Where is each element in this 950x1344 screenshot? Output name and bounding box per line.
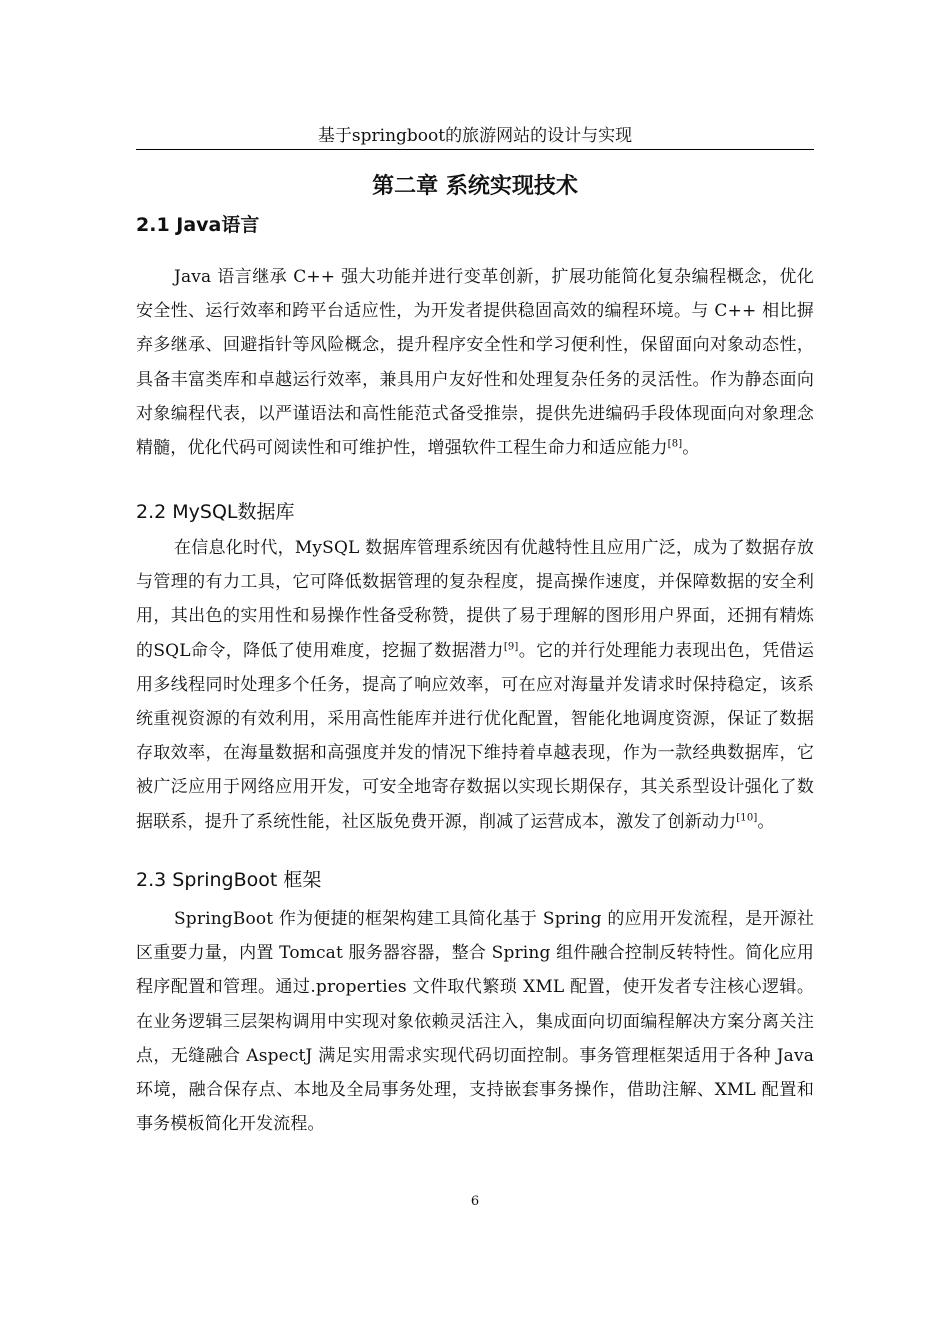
- paragraph-text: 。它的并行处理能力表现出色，凭借运用多线程同时处理多个任务，提高了响应效率，可在应对海量并发请求时保持稳定，该系统重视资源的有效利用，采用高性能库并进行优化配置，智能化地调度资源，保证了数据存取效率，在海量数据和高强度并发的情况下维持着卓越表现，作为一款经典数据库，它被广泛应用于网络应用开发，可安全地寄存数据以实现长期保存，其关系型设计强化了数据联系，提升了系统性能，社区版免费开源，削减了运营成本，激发了创新动力: [136, 640, 814, 832]
- section-paragraph-mysql: [136, 531, 814, 839]
- citation-ref: [10]: [736, 811, 758, 823]
- paragraph-text: Java 语言继承 C++ 强大功能并进行变革创新，扩展功能简化复杂编程概念，优化安全性、运行效率和跨平台适应性，为开发者提供稳固高效的编程环境。与 C++ 相比摒弃多继承、回避指针等风险概念，提升程序安全性和学习便利性，保留面向对象动态性，具备丰富类库和卓越运行效率，兼具用户友好性和处理复杂任务的灵活性。作为静态面向对象编程代表，以严谨语法和高性能范式备受推崇，提供先进编码手段体现面向对象理念精髓，优化代码可阅读性和可维护性，增强软件工程生命力和适应能力: [136, 267, 814, 459]
- paragraph-text: 在信息化时代，MySQL 数据库管理系统因有优越特性且应用广泛，成为了数据存放与管理的有力工具，它可降低数据管理的复杂程度，提高操作速度，并保障数据的安全利用，其出色的实用性和易操作性备受称赞，提供了易于理解的图形用户界面，还拥有精炼的SQL命令，降低了使用难度，挖掘了数据潜力: [136, 538, 814, 661]
- citation-ref: [8]: [667, 438, 683, 450]
- section-heading-java: 2.1 Java语言: [136, 214, 260, 236]
- header-divider: [136, 149, 814, 150]
- page-number: 6: [470, 1194, 480, 1209]
- section-heading-springboot: 2.3 SpringBoot 框架: [136, 869, 322, 891]
- section-heading-mysql: 2.2 MySQL数据库: [136, 501, 295, 523]
- chapter-title: 第二章 系统实现技术: [372, 174, 578, 199]
- running-header: 基于springboot的旅游网站的设计与实现: [317, 126, 633, 146]
- paragraph-tail: 。: [757, 811, 775, 832]
- paragraph-tail: 。: [682, 438, 700, 459]
- paragraph-text: SpringBoot 作为便捷的框架构建工具简化基于 Spring 的应用开发流程，是开源社区重要力量，内置 Tomcat 服务器容器，整合 Spring 组件融合控制反转特性。简化应用程序配置和管理。通过.properties 文件取代繁琐 XML 配置，使开发者专注核心逻辑。在业务逻辑三层架构调用中实现对象依赖灵活注入，集成面向切面编程解决方案分离关注点，无缝融合 AspectJ 满足实用需求实现代码切面控制。事务管理框架适用于各种 Java 环境，融合保存点、本地及全局事务处理，支持嵌套事务操作，借助注解、XML 配置和事务模板简化开发流程。: [136, 909, 814, 1135]
- section-paragraph-springboot: [136, 902, 814, 1141]
- section-paragraph-java: [136, 260, 814, 465]
- citation-ref: [9]: [503, 640, 519, 652]
